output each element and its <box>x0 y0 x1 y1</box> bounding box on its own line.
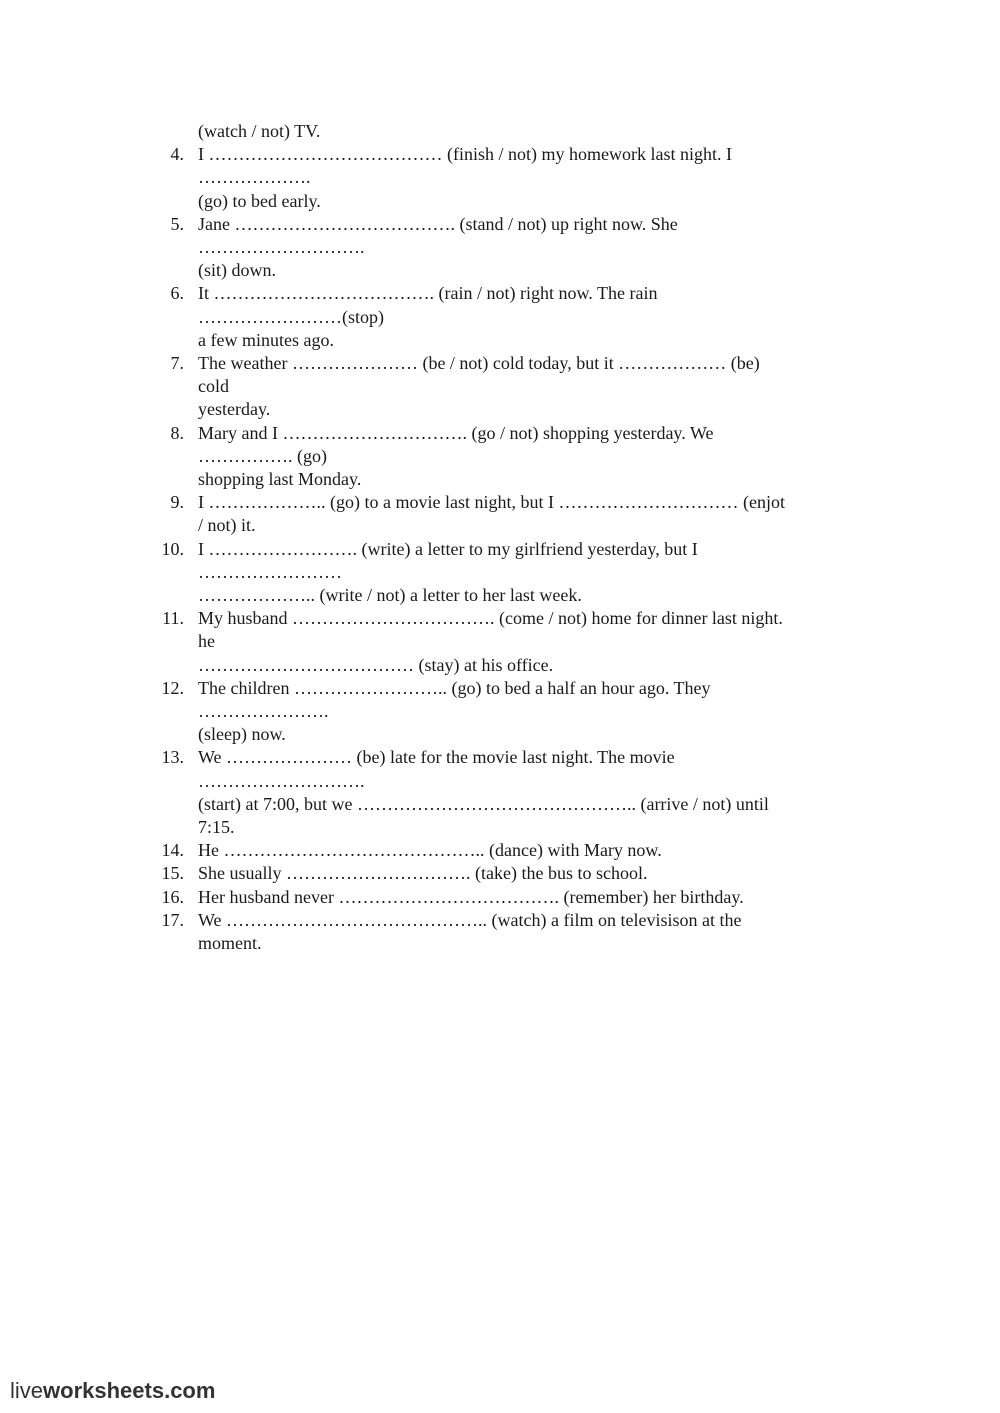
exercise-sentence: Mary and I …………………………. (go / not) shopping yesterday. We <box>198 422 714 443</box>
exercise-sentence: I ……………….. (go) to a movie last night, but I ………………………… (enjot <box>198 492 785 513</box>
exercise-sentence: I ……………………. (write) a letter to my girlfriend yesterday, but I <box>198 538 698 559</box>
logo-tld-text: .com <box>164 1378 216 1403</box>
item-number: 4. <box>170 144 184 165</box>
item-number: 14. <box>161 840 184 861</box>
item-number: 6. <box>170 283 184 304</box>
exercise-sentence-continuation: / not) it. <box>198 515 256 536</box>
exercise-sentence: Jane ………………………………. (stand / not) up right now. She <box>198 213 678 234</box>
exercise-sentence-continuation: ………………………. <box>198 237 365 257</box>
exercise-sentence-continuation: (go) to bed early. <box>198 190 321 211</box>
exercise-sentence-continuation: …………………. <box>198 701 329 721</box>
exercise-sentence: Her husband never ………………………………. (remember) her birthday. <box>198 886 744 907</box>
exercise-sentence-continuation: …………………… <box>198 561 342 582</box>
exercise-sentence-continuation: he <box>198 631 215 652</box>
item-number: 8. <box>170 422 184 443</box>
item-number: 9. <box>170 492 184 513</box>
exercise-sentence-continuation: ……………………………… (stay) at his office. <box>198 654 554 675</box>
item-number: 5. <box>170 213 184 234</box>
logo-light-text: live <box>10 1378 44 1403</box>
exercise-sentence-continuation: ………………. <box>198 167 311 188</box>
item-number: 15. <box>161 863 184 884</box>
exercise-sentence: We …………………………………….. (watch) a film on televisison at the <box>198 909 742 930</box>
exercise-sentence-continuation: a few minutes ago. <box>198 329 334 350</box>
exercise-sentence-continuation: (start) at 7:00, but we ……………………………………….. (arrive / not) until <box>198 793 769 814</box>
exercise-sentence-continuation: ……………….. (write / not) a letter to her last week. <box>198 585 582 605</box>
exercise-sentence: (watch / not) TV. <box>198 121 321 141</box>
exercise-sentence-continuation: shopping last Monday. <box>198 469 362 489</box>
exercise-sentence-continuation: (sleep) now. <box>198 724 286 745</box>
exercise-sentence-continuation: ……………………(stop) <box>198 306 384 327</box>
exercise-sentence-continuation: yesterday. <box>198 399 271 420</box>
item-number: 13. <box>161 747 184 768</box>
exercise-sentence: My husband ……………………………. (come / not) home for dinner last night. <box>198 608 783 629</box>
exercise-sentence-continuation: moment. <box>198 933 262 953</box>
exercise-sentence: The children …………………….. (go) to bed a half an hour ago. They <box>198 677 711 698</box>
exercise-sentence: She usually …………………………. (take) the bus to school. <box>198 863 648 884</box>
item-number: 7. <box>170 353 184 373</box>
item-number: 12. <box>161 677 184 698</box>
exercise-sentence: He …………………………………….. (dance) with Mary now. <box>198 840 662 861</box>
logo-bold-text: worksheets <box>43 1378 165 1403</box>
exercise-sentence: I ………………………………… (finish / not) my homework last night. I <box>198 144 732 165</box>
exercise-sentence-continuation: ……………. (go) <box>198 445 327 466</box>
exercise-sentence: The weather ………………… (be / not) cold today, but it ……………… (be) <box>198 353 760 373</box>
exercise-sentence-continuation: 7:15. <box>198 817 235 837</box>
exercise-sentence-continuation: cold <box>198 376 229 397</box>
exercise-sentence-continuation: ………………………. <box>198 770 365 791</box>
exercise-sentence: We ………………… (be) late for the movie last night. The movie <box>198 747 675 768</box>
item-number: 10. <box>161 538 184 559</box>
exercise-sentence: It ………………………………. (rain / not) right now. The rain <box>198 283 658 304</box>
item-number: 17. <box>161 909 184 930</box>
exercise-sentence-continuation: (sit) down. <box>198 260 276 281</box>
item-number: 11. <box>162 608 184 629</box>
item-number: 16. <box>161 886 184 907</box>
liveworksheets-logo[interactable] <box>10 1378 215 1404</box>
